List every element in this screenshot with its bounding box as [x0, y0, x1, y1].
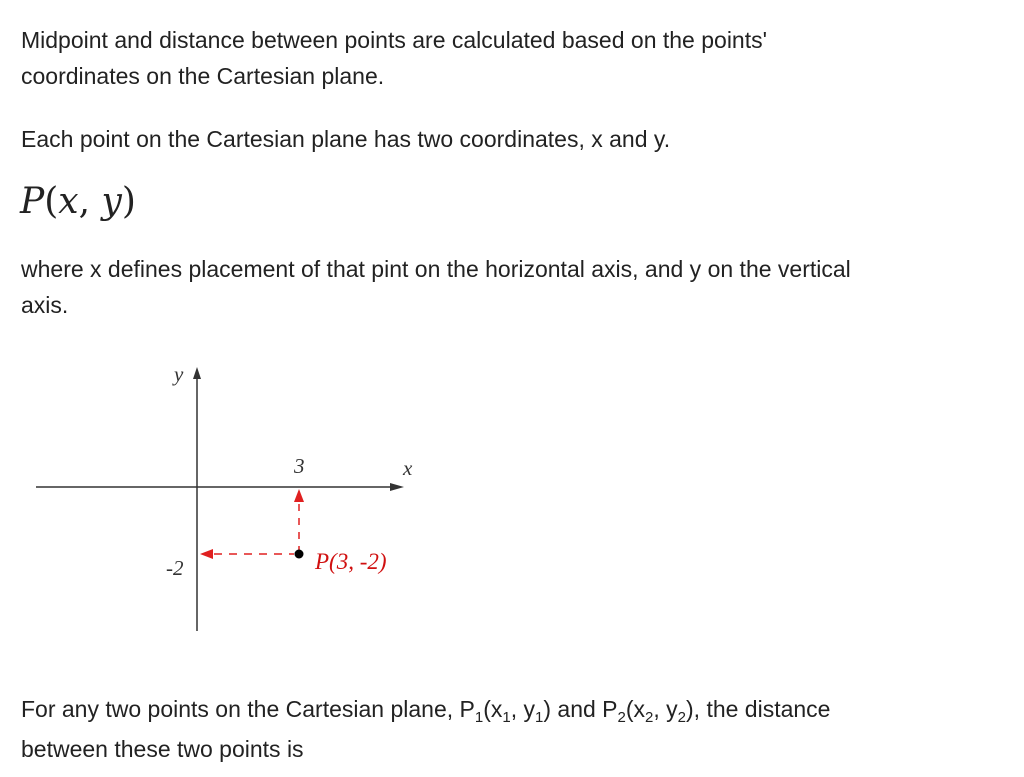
subscript-1: 1: [474, 709, 484, 726]
distance-text-1: For any two points on the Cartesian plane, P: [21, 696, 475, 722]
distance-text-3: , y: [510, 696, 536, 722]
y-axis-arrow-icon: [193, 367, 201, 379]
vertical-guide-arrow-icon: [294, 489, 304, 502]
intro-paragraph: [21, 22, 767, 94]
x-axis-arrow-icon: [390, 483, 404, 491]
formula-close-paren: ): [121, 181, 136, 222]
point-label: P(3, -2): [315, 549, 387, 574]
where-line-1: where x defines placement of that pint on the horizontal axis, and y on the vertical: [21, 256, 851, 282]
intro-line-1: Midpoint and distance between points are calculated based on the points': [21, 27, 768, 53]
distance-text-2: (x: [483, 696, 503, 722]
subscript-2: 1: [502, 709, 511, 726]
coordinates-sentence: Each point on the Cartesian plane has two coordinates, x and y.: [21, 126, 671, 152]
subscript-6: 2: [677, 709, 686, 726]
distance-text-5: (x: [625, 696, 646, 722]
formula-open-paren: (: [44, 181, 59, 222]
subscript-3: 1: [535, 709, 544, 726]
subscript-5: 2: [645, 709, 654, 726]
where-line-2: axis.: [21, 292, 69, 318]
subscript-4: 2: [617, 709, 626, 726]
intro-line-2: coordinates on the Cartesian plane.: [21, 63, 385, 89]
x-axis-label: x: [403, 456, 413, 480]
distance-text-7: ), the distance: [686, 696, 831, 722]
x-tick-label: 3: [294, 454, 305, 478]
formula-y: y: [101, 181, 122, 222]
distance-paragraph: [21, 689, 830, 769]
point-marker: [295, 550, 304, 559]
point-formula: [20, 180, 136, 224]
y-axis-label: y: [174, 362, 184, 386]
formula-separator: ,: [78, 181, 102, 222]
distance-line-2: between these two points is: [21, 736, 304, 762]
y-tick-label: -2: [166, 556, 184, 580]
where-paragraph: [21, 251, 851, 323]
horizontal-guide-arrow-icon: [200, 549, 213, 559]
cartesian-diagram: [0, 355, 460, 640]
formula-x: x: [58, 181, 79, 222]
distance-text-6: , y: [653, 696, 678, 722]
formula-p: P: [20, 181, 45, 222]
distance-text-4: ) and P: [543, 696, 618, 722]
